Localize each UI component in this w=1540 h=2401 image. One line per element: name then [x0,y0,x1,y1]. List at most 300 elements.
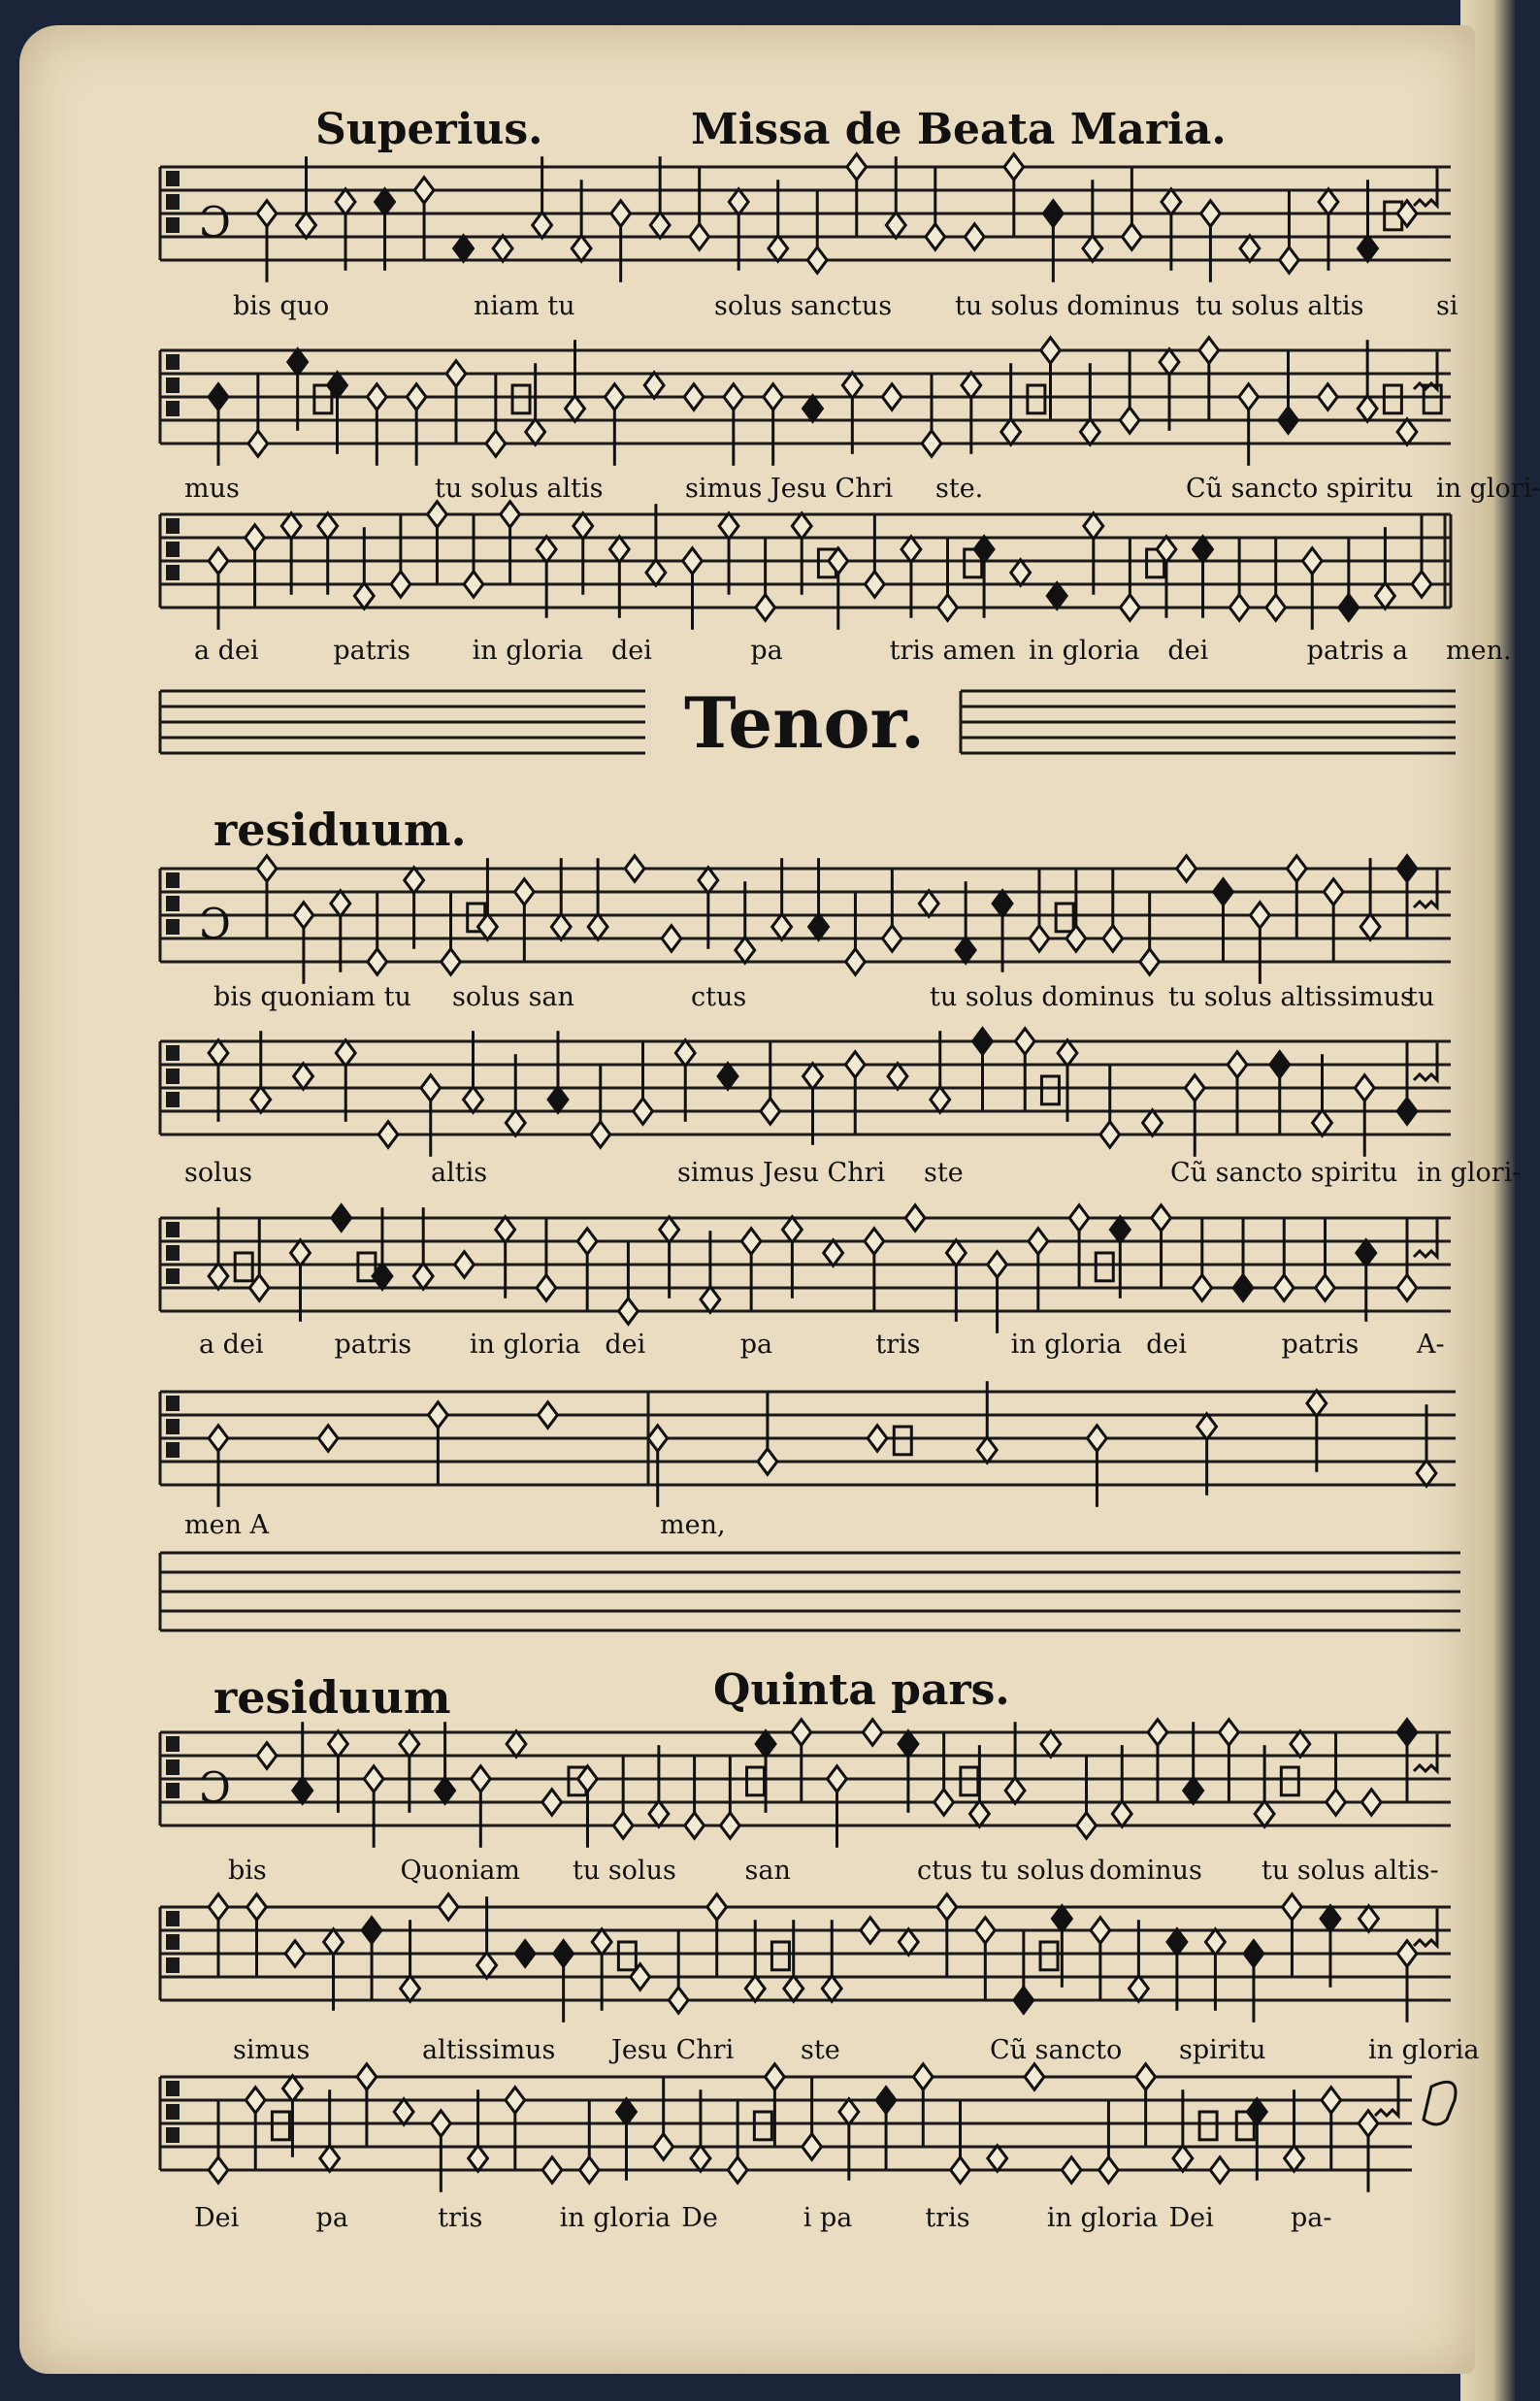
mensuration-sign: Ɔ [199,901,232,949]
lyric-syllable: patris [1281,1330,1360,1360]
note-head [464,572,483,597]
note-head [1214,879,1233,904]
note-head [913,2064,933,2089]
note-head [886,213,905,238]
clef-mark [166,1045,180,1061]
note-head [515,1941,535,1966]
lyric-syllable: ste [924,1158,964,1188]
lyric-syllable: i pa [803,2203,853,2233]
lyric-syllable: in gloria [1046,2203,1159,2233]
note-head [876,2088,896,2113]
clef-mark [166,518,180,534]
lyric-syllable: tu [1407,982,1435,1012]
note-head [828,1766,847,1792]
note-head [720,1813,739,1838]
note-head [405,868,424,893]
lyric-syllable: in gloria [472,636,584,666]
note-head [764,384,783,410]
note-head [741,1229,761,1254]
note-head [257,1743,277,1768]
note-head [707,1894,727,1920]
lyric-syllable: tu solus altissimus [1168,982,1414,1012]
lyric-syllable: Cũ sancto spiritu [1186,474,1414,504]
note-head [1285,2146,1304,2171]
note-head [1316,1275,1335,1300]
lyric-syllable: simus Jesu Chri [677,1158,886,1188]
pointing-hand-icon [1424,2082,1456,2124]
note-head [1397,1720,1417,1745]
note-head [493,236,512,261]
note-head [951,2157,970,2183]
mensuration-sign: Ɔ [199,199,232,247]
note-head [501,502,520,527]
note-head [1193,1275,1212,1300]
note-head [414,178,434,203]
note-head [1112,1801,1131,1826]
note-head [248,431,268,456]
lyric-syllable: a dei [194,636,259,666]
custos-mark [1414,1043,1437,1080]
lyric-syllable: tu solus altis [435,474,604,504]
lyric-syllable: mus [184,474,240,504]
note-head [573,513,593,539]
lyric-syllable: tris [925,2203,970,2233]
clef-mark [166,2081,180,2096]
note-head [631,1964,650,1990]
lyric-syllable: A- [1417,1330,1445,1360]
note-head [1041,1731,1061,1757]
note-head [922,431,941,456]
note-head [809,914,829,939]
note-head [1360,1906,1379,1931]
note-head [1162,189,1181,214]
clef-mark [166,194,180,210]
note-head [1361,1790,1381,1815]
note-head [1417,1461,1436,1486]
note-head [293,1778,312,1803]
note-head [772,914,792,939]
tenor-section-title: Tenor. [684,681,925,764]
note-head [977,1437,997,1463]
note-head [934,1790,954,1815]
note-head [288,349,308,375]
clef-mark [166,1222,180,1237]
note-head [1270,1052,1290,1077]
note-head [507,1731,526,1757]
note-head [1077,1813,1097,1838]
note-head [1321,1906,1340,1931]
note-head [329,1731,348,1757]
note-head [736,937,755,963]
custos-mark [1414,1909,1437,1946]
note-head [946,1240,966,1266]
note-head [257,856,277,881]
note-head [1397,1099,1417,1124]
clef-mark [166,1760,180,1775]
lyric-syllable: solus san [452,982,574,1012]
note-head [591,1122,610,1147]
note-head [769,236,788,261]
note-head [1047,583,1066,608]
note-head [354,583,374,608]
note-head [514,879,534,904]
custos-mark [1414,871,1437,907]
lyric-syllable: ctus tu solus [917,1856,1085,1886]
clef-mark [166,1268,180,1284]
note-head [401,1976,420,2001]
lyric-syllable: Cũ sancto spiritu [1170,1158,1398,1188]
note-head [683,548,703,574]
lyric-syllable: tris amen [889,636,1016,666]
superius-part-label: Superius. [315,105,543,154]
note-head [1206,1929,1226,1955]
note-head [592,1929,611,1955]
note-head [937,1894,957,1920]
note-head [1143,1110,1163,1135]
breve-note [1199,2112,1217,2140]
clef-mark [166,2104,180,2120]
lyric-syllable: Dei [194,2203,240,2233]
lyric-syllable: dei [611,636,652,666]
note-head [1266,595,1286,620]
note-head [1120,595,1139,620]
note-head [577,1229,597,1254]
note-head [442,949,461,974]
note-head [1229,595,1249,620]
lyric-syllable: Quoniam [400,1856,521,1886]
note-head [1287,856,1306,881]
note-head [1058,1040,1077,1066]
note-head [1244,1941,1263,1966]
note-head [1014,1988,1033,2013]
lyric-syllable: ste [801,2035,840,2065]
note-head [1319,189,1338,214]
note-head [729,189,748,214]
note-head [962,373,981,398]
clef-mark [166,872,180,888]
lyric-syllable: ste. [935,474,984,504]
note-head [1197,1414,1217,1439]
note-head [548,1087,568,1112]
note-head [421,1075,441,1101]
lyric-syllable: pa [739,1330,773,1360]
note-head [842,373,862,398]
note-head [526,419,545,444]
note-head [724,384,743,410]
clef-mark [166,1245,180,1261]
note-head [579,2157,599,2183]
note-head [1247,2099,1266,2124]
note-head [318,513,338,539]
lyric-syllable: pa [750,636,783,666]
lyric-syllable: solus sanctus [714,291,893,321]
custos-mark [1414,1734,1437,1771]
note-head [829,548,848,574]
note-head [1255,1801,1274,1826]
lyric-syllable: men A [184,1510,270,1540]
clef-mark [166,401,180,416]
note-head [824,1240,843,1266]
breve-note [1028,385,1045,413]
note-head [1080,419,1099,444]
note-head [965,224,984,249]
note-head [209,1894,228,1920]
breve-note [747,1767,765,1795]
note-head [1358,396,1377,421]
note-head [539,1402,558,1428]
lyric-syllable: tris [875,1330,921,1360]
note-head [718,1064,737,1089]
note-head [1004,154,1024,180]
lyric-syllable: bis [228,1856,267,1886]
note-head [609,537,629,562]
note-head [974,537,994,562]
note-head [1088,1426,1107,1451]
note-head [551,914,571,939]
lyric-syllable: in gloria [559,2203,672,2233]
note-head [1184,1778,1203,1803]
note-head [938,595,958,620]
lyric-syllable: dei [1146,1330,1188,1360]
note-head [1015,1029,1034,1054]
clef-mark [166,896,180,911]
note-head [506,1110,525,1135]
note-head [605,384,624,410]
note-head [1160,349,1179,375]
note-head [926,224,945,249]
lyric-syllable: a dei [199,1330,264,1360]
lyric-syllable: tu solus altis [1196,291,1364,321]
note-head [685,1813,704,1838]
note-head [1318,384,1337,410]
note-head [1228,1052,1247,1077]
note-head [784,1976,803,2001]
lyric-syllable: dei [1167,636,1209,666]
note-head [362,1918,381,1943]
note-head [1279,408,1298,433]
note-head [1005,1778,1025,1803]
note-head [822,1976,841,2001]
clef-mark [166,1736,180,1752]
note-head [888,1064,907,1089]
note-head [357,2064,377,2089]
note-head [758,1449,777,1474]
note-head [209,1264,228,1289]
note-head [863,1720,882,1745]
quinta-residuum-label: residuum [213,1671,451,1724]
clef-mark [166,542,180,557]
lyric-syllable: in gloria [1029,636,1140,666]
lyric-syllable: bis quoniam tu [213,982,411,1012]
lyric-syllable: pa- [1291,2203,1332,2233]
note-head [1069,1205,1089,1231]
note-head [506,2088,525,2113]
note-head [988,1252,1007,1277]
note-head [1062,2157,1081,2183]
note-head [209,1040,228,1066]
note-head [332,1205,351,1231]
breve-note [512,385,530,413]
note-head [905,1205,925,1231]
note-head [1011,560,1031,585]
note-head [578,1766,598,1792]
note-head [1103,926,1123,951]
note-head [1239,384,1259,410]
lyric-syllable: Cũ sancto [990,2035,1123,2065]
note-head [320,2146,340,2171]
clef-mark [166,1934,180,1950]
note-head [1099,2157,1119,2183]
note-head [542,1790,562,1815]
note-head [281,513,301,539]
mensuration-sign: Ɔ [199,1764,232,1813]
note-head [846,949,866,974]
note-head [1100,1122,1120,1147]
note-head [719,513,738,539]
lyric-syllable: tu solus altis- [1261,1856,1439,1886]
note-head [901,537,921,562]
note-head [1199,338,1219,363]
note-head [1397,419,1417,444]
note-head [1148,1720,1167,1745]
note-head [246,2088,265,2113]
note-head [969,1801,989,1826]
note-head [324,1929,344,1955]
clef-mark [166,1442,180,1458]
note-head [1167,1929,1187,1955]
lyric-syllable: in gloria [469,1330,581,1360]
note-head [1001,419,1021,444]
note-head [803,1064,823,1089]
note-head [756,595,775,620]
note-head [1041,338,1061,363]
note-head [588,914,607,939]
note-head [690,224,709,249]
note-head [364,1766,383,1792]
note-head [464,1087,483,1112]
note-head [469,2146,488,2171]
note-head [1173,2146,1193,2171]
note-head [1152,1205,1171,1231]
lyric-syllable: tris [438,2203,483,2233]
note-head [400,1731,419,1757]
note-head [294,903,313,928]
note-head [792,1720,811,1745]
lyric-syllable: men, [660,1510,726,1540]
lyric-syllable: altissimus [422,2035,556,2065]
lyric-syllable: si [1436,291,1458,321]
note-head [246,525,265,550]
note-head [367,384,386,410]
note-head [1120,408,1139,433]
breve-note [1041,1076,1059,1104]
note-head [1327,1790,1346,1815]
note-head [1360,914,1380,939]
lyric-syllable: ctus [691,982,747,1012]
note-head [1412,572,1431,597]
lyric-syllable: Dei [1168,2203,1214,2233]
note-head [845,1052,865,1077]
note-head [634,1099,653,1124]
note-head [803,2134,822,2159]
lyric-syllable: tu solus [573,1856,676,1886]
note-head [566,396,585,421]
note-head [865,1229,884,1254]
note-head [336,1040,355,1066]
note-head [699,868,718,893]
lyric-syllable: spiritu [1179,2035,1266,2065]
note-head [803,396,823,421]
note-head [745,1976,765,2001]
lyric-syllable: in gloria [1010,1330,1123,1360]
note-head [973,1029,993,1054]
note-head [291,1240,311,1266]
note-head [537,537,556,562]
lyric-syllable: patris [334,1330,412,1360]
lyric-syllable: solus [184,1158,252,1188]
note-head [931,1087,950,1112]
note-head [1129,1976,1148,2001]
clef-mark [166,378,180,393]
note-head [1313,1110,1332,1135]
note-head [1177,856,1196,881]
note-head [572,236,591,261]
note-head [865,572,884,597]
note-head [1280,247,1299,273]
lyric-syllable: in glori- [1417,1158,1522,1188]
note-head [486,431,506,456]
note-head [1052,1906,1071,1931]
note-head [625,856,644,881]
note-head [257,201,277,226]
clef-mark [166,1419,180,1434]
note-head [675,1040,695,1066]
note-head [861,1918,880,1943]
note-head [554,1941,573,1966]
note-head [378,1122,398,1147]
note-head [209,384,228,410]
note-head [247,1894,267,1920]
note-head [646,560,666,585]
lyric-syllable: bis quo [233,291,330,321]
breve-note [754,2112,771,2140]
note-head [428,1402,447,1428]
note-head [1359,236,1378,261]
breve-note [272,2112,289,2140]
note-head [446,361,466,386]
clef-mark [166,1069,180,1084]
custos-mark [1414,169,1437,206]
note-head [756,1731,775,1757]
note-head [1030,926,1049,951]
note-head [654,2134,673,2159]
note-head [792,513,811,539]
note-head [331,891,350,916]
lyric-syllable: tu solus dominus [955,291,1180,321]
note-head [649,1801,669,1826]
note-head [807,247,827,273]
clef-mark [166,565,180,580]
clef-mark [166,171,180,186]
note-head [613,1813,633,1838]
note-head [478,914,498,939]
note-head [728,2157,747,2183]
lyric-syllable: patris a [1306,636,1408,666]
note-head [899,1929,918,1955]
clef-mark [166,354,180,370]
clef-mark [166,1911,180,1926]
custos-mark [1414,1220,1437,1257]
